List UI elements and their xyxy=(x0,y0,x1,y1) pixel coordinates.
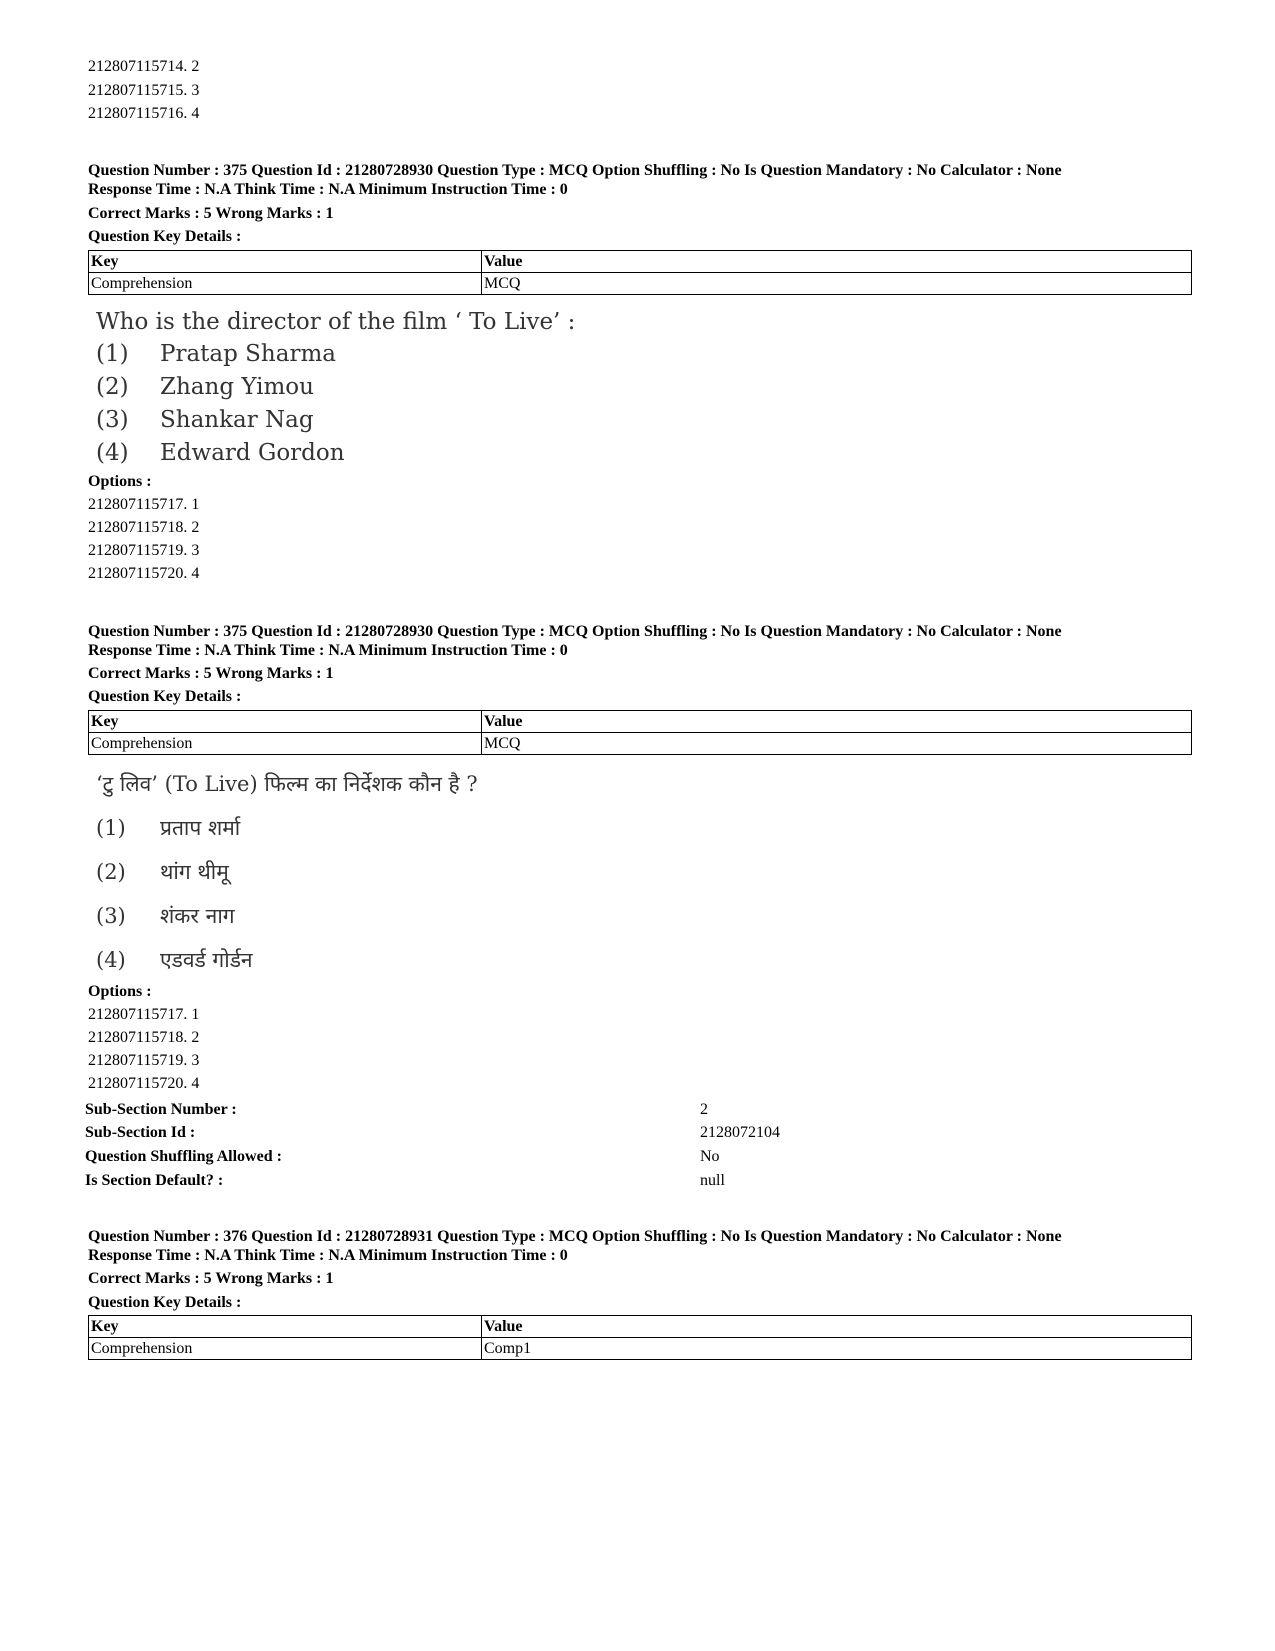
choice-number: (2) xyxy=(96,860,126,884)
choice-item xyxy=(96,404,575,437)
question-image xyxy=(96,768,478,976)
question-header-line2: Response Time : N.A Think Time : N.A Minimum Instruction Time : 0 xyxy=(88,1247,568,1264)
option-line: 212807115715. 3 xyxy=(88,82,200,99)
choice-number: (1) xyxy=(96,816,126,840)
question-stem: Who is the director of the film ‘ To Live’ : xyxy=(96,309,576,335)
key-header: Key xyxy=(89,1316,482,1338)
subsection-number-label: Sub-Section Number : xyxy=(85,1101,237,1118)
question-header-line1: Question Number : 375 Question Id : 21280728930 Question Type : MCQ Option Shuffling : No Is Question Mandatory : No Calculator : None xyxy=(88,162,1062,179)
section-default-label: Is Section Default? : xyxy=(85,1172,224,1189)
section-default-value: null xyxy=(700,1172,725,1189)
subsection-number-value: 2 xyxy=(700,1101,708,1118)
option-line: 212807115714. 2 xyxy=(88,58,200,75)
key-header: Key xyxy=(89,711,482,733)
value-header: Value xyxy=(482,251,1192,273)
choice-number: (3) xyxy=(96,407,129,433)
subsection-id-value: 2128072104 xyxy=(700,1124,780,1141)
choice-item xyxy=(96,437,575,470)
question-header-line1: Question Number : 375 Question Id : 21280728930 Question Type : MCQ Option Shuffling : No Is Question Mandatory : No Calculator : None xyxy=(88,623,1062,640)
choice-number: (2) xyxy=(96,374,129,400)
question-key-details-label: Question Key Details : xyxy=(88,228,242,245)
option-line: 212807115720. 4 xyxy=(88,565,200,582)
question-key-table xyxy=(88,250,1192,295)
question-header-line2: Response Time : N.A Think Time : N.A Minimum Instruction Time : 0 xyxy=(88,642,568,659)
choice-text: Zhang Yimou xyxy=(160,374,314,400)
option-line: 212807115718. 2 xyxy=(88,519,200,536)
option-line: 212807115720. 4 xyxy=(88,1075,200,1092)
option-line: 212807115718. 2 xyxy=(88,1029,200,1046)
question-key-table xyxy=(88,1315,1192,1360)
question-stem: ‘टु लिव’ (To Live) फिल्म का निर्देशक कौन है ? xyxy=(96,772,478,796)
shuffle-value: No xyxy=(700,1148,720,1165)
options-label: Options : xyxy=(88,983,152,1000)
choice-text: एडवर्ड गोर्डन xyxy=(160,948,253,972)
question-header-line1: Question Number : 376 Question Id : 21280728931 Question Type : MCQ Option Shuffling : No Is Question Mandatory : No Calculator : None xyxy=(88,1228,1062,1245)
value-header: Value xyxy=(482,711,1192,733)
value-cell: MCQ xyxy=(482,273,1192,295)
option-line: 212807115716. 4 xyxy=(88,105,200,122)
choice-number: (3) xyxy=(96,904,126,928)
choice-item xyxy=(96,800,478,844)
value-header: Value xyxy=(482,1316,1192,1338)
choice-item xyxy=(96,844,478,888)
option-line: 212807115719. 3 xyxy=(88,1052,200,1069)
choice-number: (4) xyxy=(96,948,126,972)
key-cell: Comprehension xyxy=(89,273,482,295)
question-header-line2: Response Time : N.A Think Time : N.A Minimum Instruction Time : 0 xyxy=(88,181,568,198)
key-cell: Comprehension xyxy=(89,733,482,755)
option-line: 212807115717. 1 xyxy=(88,496,200,513)
choice-item xyxy=(96,371,575,404)
question-marks: Correct Marks : 5 Wrong Marks : 1 xyxy=(88,205,334,222)
choice-number: (1) xyxy=(96,341,129,367)
question-key-details-label: Question Key Details : xyxy=(88,688,242,705)
option-line: 212807115719. 3 xyxy=(88,542,200,559)
value-cell: Comp1 xyxy=(482,1338,1192,1360)
key-header: Key xyxy=(89,251,482,273)
choice-text: Shankar Nag xyxy=(160,407,314,433)
value-cell: MCQ xyxy=(482,733,1192,755)
choice-number: (4) xyxy=(96,440,129,466)
choice-item xyxy=(96,932,478,976)
choice-text: Pratap Sharma xyxy=(160,341,336,367)
choice-text: प्रताप शर्मा xyxy=(160,816,241,840)
choice-text: Edward Gordon xyxy=(160,440,345,466)
option-line: 212807115717. 1 xyxy=(88,1006,200,1023)
choice-text: थांग थीमू xyxy=(160,860,229,884)
choice-item xyxy=(96,888,478,932)
question-key-table xyxy=(88,710,1192,755)
question-image xyxy=(96,306,575,470)
shuffle-label: Question Shuffling Allowed : xyxy=(85,1148,282,1165)
question-marks: Correct Marks : 5 Wrong Marks : 1 xyxy=(88,1270,334,1287)
question-key-details-label: Question Key Details : xyxy=(88,1294,242,1311)
subsection-id-label: Sub-Section Id : xyxy=(85,1124,196,1141)
question-marks: Correct Marks : 5 Wrong Marks : 1 xyxy=(88,665,334,682)
choice-item xyxy=(96,338,575,371)
options-label: Options : xyxy=(88,473,152,490)
key-cell: Comprehension xyxy=(89,1338,482,1360)
choice-text: शंकर नाग xyxy=(160,904,235,928)
